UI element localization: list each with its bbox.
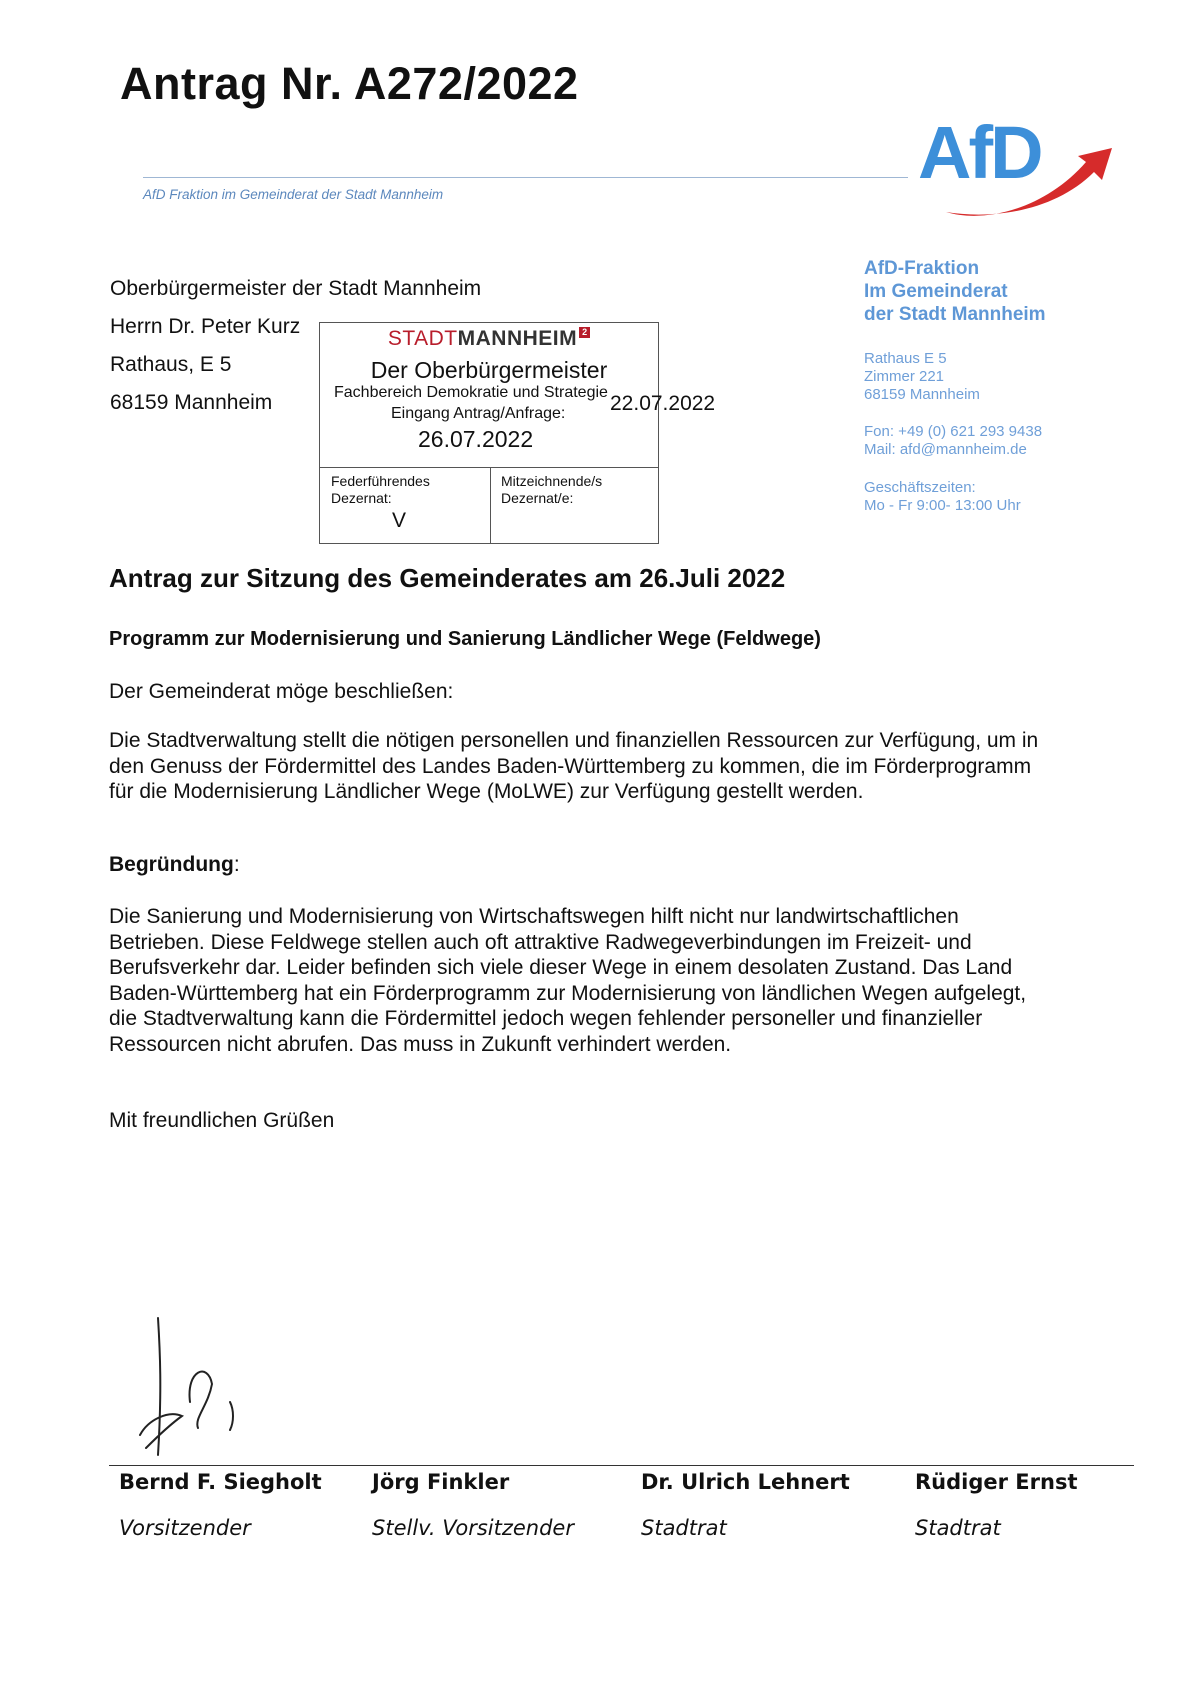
paragraph-line: Die Sanierung und Modernisierung von Wirtschaftswegen hilft nicht nur landwirtschaftlichen (109, 905, 959, 928)
paragraph-line: Betrieben. Diese Feldwege stellen auch oft attraktive Radwegeverbindungen im Freizeit- und (109, 930, 972, 954)
signer-name: Rüdiger Ernst (915, 1470, 1078, 1494)
stamp-federfuehrend-label: Federführendes Dezernat: (331, 473, 430, 506)
stamp-brand-stadt: STADT (387, 327, 458, 350)
resolution-lead: Der Gemeinderat möge beschließen: (109, 680, 454, 703)
paragraph-line: den Genuss der Fördermittel des Landes Baden-Württemberg zu kommen, die im Förderprogramm (109, 754, 1032, 778)
sender-title-line: AfD-Fraktion (864, 258, 980, 279)
recipient-line: 68159 Mannheim (110, 391, 273, 414)
signer-name: Bernd F. Siegholt (119, 1470, 322, 1494)
afd-logo-text: AfD (918, 116, 1041, 194)
stamp-department: Fachbereich Demokratie und Strategie (334, 384, 608, 401)
resolution-paragraph (109, 728, 1119, 805)
meeting-heading: Antrag zur Sitzung des Gemeinderates am 26.Juli 2022 (109, 563, 786, 593)
sender-address-line: Rathaus E 5 (864, 350, 947, 367)
sender-address-line: Zimmer 221 (864, 368, 945, 385)
recipient-line: Herrn Dr. Peter Kurz (110, 315, 301, 338)
stamp-federfuehrend-value: V (392, 509, 407, 532)
stamp-brand-mannheim: MANNHEIM (457, 327, 578, 350)
recipient-line: Rathaus, E 5 (110, 353, 232, 376)
signer-name: Dr. Ulrich Lehnert (641, 1470, 850, 1494)
stamp-eingang-label: Eingang Antrag/Anfrage: (391, 405, 566, 422)
sender-phone: Fon: +49 (0) 621 293 9438 (864, 423, 1043, 440)
stamp-eingang-date: 26.07.2022 (418, 426, 534, 452)
signature-rule (109, 1465, 1134, 1466)
reason-heading (109, 853, 240, 877)
sender-email: Mail: afd@mannheim.de (864, 441, 1027, 458)
sender-address-line: 68159 Mannheim (864, 386, 980, 403)
stamp-brand (320, 327, 658, 351)
document-title: Antrag Nr. A272/2022 (120, 58, 579, 109)
handwritten-signature (138, 1310, 258, 1460)
sender-title-line: Im Gemeinderat (864, 281, 1008, 302)
reason-paragraph (109, 904, 1119, 1057)
header-rule (143, 177, 908, 178)
sender-hours: Mo - Fr 9:00- 13:00 Uhr (864, 497, 1021, 514)
signer-role: Stadtrat (641, 1516, 727, 1540)
stamp-divider (320, 467, 658, 468)
stamp-title: Der Oberbürgermeister (370, 357, 608, 383)
signer-name: Jörg Finkler (372, 1470, 510, 1494)
reason-heading-colon: : (233, 853, 240, 876)
receipt-stamp (319, 322, 659, 544)
signer-role: Vorsitzender (119, 1516, 251, 1540)
sender-hours-label: Geschäftszeiten: (864, 479, 976, 496)
paragraph-line: Baden-Württemberg hat ein Förderprogramm zur Modernisierung von ländlichen Wegen aufgelegt, (109, 981, 1027, 1005)
signer-role: Stadtrat (915, 1516, 1001, 1540)
stamp-mitzeichnend-label: Mitzeichnende/s Dezernat/e: (501, 473, 603, 506)
reason-heading-text: Begründung (109, 853, 234, 876)
signer-role: Stellv. Vorsitzender (372, 1516, 574, 1540)
letter-date: 22.07.2022 (610, 392, 716, 415)
program-heading: Programm zur Modernisierung und Sanierung Ländlicher Wege (Feldwege) (109, 628, 821, 650)
paragraph-line: Ressourcen nicht abrufen. Das muss in Zukunft verhindert werden. (109, 1032, 732, 1056)
paragraph-line: Die Stadtverwaltung stellt die nötigen personellen und finanziellen Ressourcen zur Verfügung, um in (109, 729, 1039, 752)
recipient-line: Oberbürgermeister der Stadt Mannheim (110, 277, 482, 300)
paragraph-line: Berufsverkehr dar. Leider befinden sich viele dieser Wege in einem desolaten Zustand. Das Land (109, 956, 1013, 979)
header-org-line: AfD Fraktion im Gemeinderat der Stadt Mannheim (143, 187, 444, 202)
sender-title-line: der Stadt Mannheim (864, 304, 1046, 325)
paragraph-line: für die Modernisierung Ländlicher Wege (MoLWE) zur Verfügung gestellt werden. (109, 780, 864, 803)
closing: Mit freundlichen Grüßen (109, 1109, 335, 1132)
paragraph-line: die Stadtverwaltung kann die Fördermittel jedoch wegen fehlender personeller und finanzieller (109, 1007, 983, 1030)
stamp-divider-vertical (490, 467, 491, 543)
afd-logo (916, 116, 1116, 224)
stamp-brand-mark: 2 (579, 327, 590, 338)
